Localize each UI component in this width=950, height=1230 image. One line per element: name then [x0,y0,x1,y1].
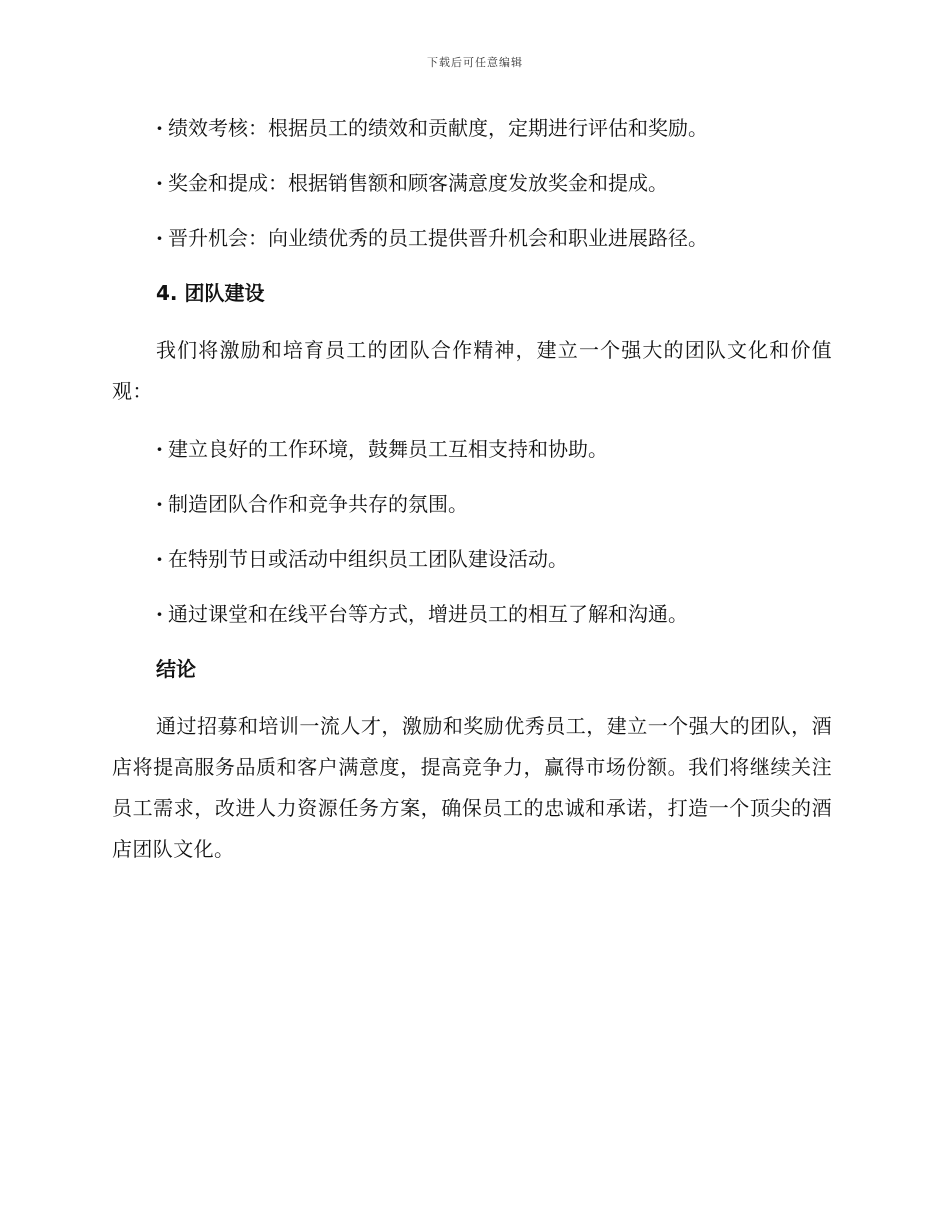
bullet-icon: · [156,547,163,571]
list-item [112,596,832,632]
bullet-icon: · [156,437,163,461]
list-item-text: 绩效考核：根据员工的绩效和贡献度，定期进行评估和奖励。 [168,116,708,140]
list-item-text: 在特别节日或活动中组织员工团队建设活动。 [168,547,568,571]
list-item-text: 建立良好的工作环境，鼓舞员工互相支持和协助。 [168,437,608,461]
list-item-text: 通过课堂和在线平台等方式，增进员工的相互了解和沟通。 [168,602,688,626]
list-item [112,431,832,467]
section-heading-conclusion: 结论 [156,657,196,681]
list-item [112,110,832,146]
conclusion-paragraph: 通过招募和培训一流人才，激励和奖励优秀员工，建立一个强大的团队，酒店将提高服务品质和客户满意度，提高竞争力，赢得市场份额。我们将继续关注员工需求，改进人力资源任务方案，确保员工的忠诚和承诺，打造一个顶尖的酒店团队文化。 [112,714,832,861]
bullet-icon: · [156,116,163,140]
list-item-text: 晋升机会：向业绩优秀的员工提供晋升机会和职业进展路径。 [168,226,708,250]
section-heading-team: 4. 团队建设 [156,281,265,305]
list-item-text: 奖金和提成：根据销售额和顾客满意度发放奖金和提成。 [168,171,668,195]
list-item [112,486,832,522]
list-item [112,541,832,577]
list-item-text: 制造团队合作和竞争共存的氛围。 [168,492,468,516]
list-item [112,220,832,256]
document-body [112,110,832,889]
header-note: 下载后可任意编辑 [427,56,523,69]
team-intro-paragraph: 我们将激励和培育员工的团队合作精神，建立一个强大的团队文化和价值观： [112,338,832,403]
bullet-icon: · [156,492,163,516]
bullet-icon: · [156,171,163,195]
bullet-icon: · [156,226,163,250]
bullet-icon: · [156,602,163,626]
list-item [112,165,832,201]
